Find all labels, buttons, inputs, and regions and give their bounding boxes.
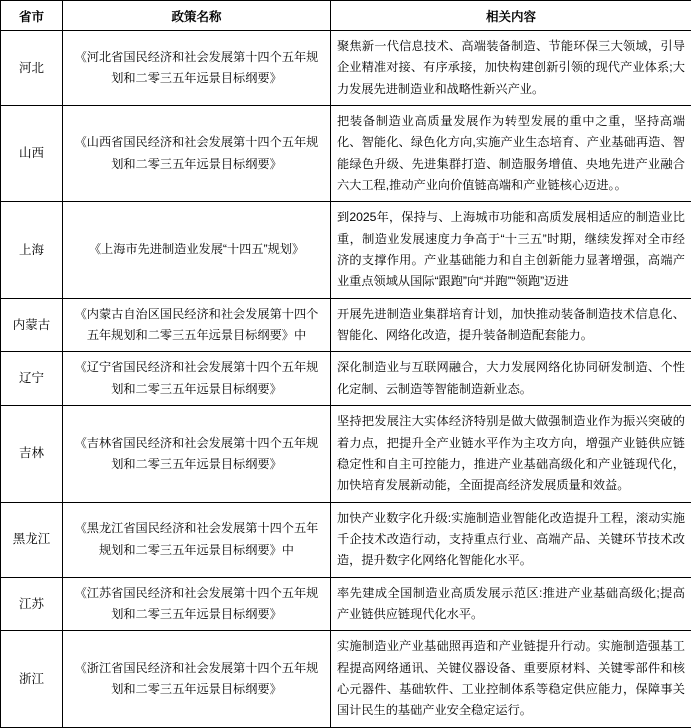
cell-content: 加快产业数字化升级:实施制造业智能化改造提升工程，滚动实施千企技术改造行动，支持重点行业、高端产品、关键环节技术改造，提升数字化网络化智能化水平。 [331,502,691,577]
cell-policy-name: 《河北省国民经济和社会发展第十四个五年规划和二零三五年远景目标纲要》 [63,31,331,106]
table-row [1,202,691,298]
cell-content: 开展先进制造业集群培育计划，加快推动装备制造技术信息化、智能化、网络化改造，提升装备制造配套能力。 [331,298,691,352]
cell-policy-name: 《内蒙古自治区国民经济和社会发展第十四个五年规划和二零三五年远景目标纲要》中 [63,298,331,352]
cell-province: 内蒙古 [1,298,63,352]
cell-content: 率先建成全国制造业高质发展示范区:推进产业基础高级化;提高产业链供应链现代化水平。 [331,577,691,631]
cell-content: 到2025年，保持与、上海城市功能和高质发展相适应的制造业比重，制造业发展速度力争高于“十三五”时期，继续发挥对全市经济的支撑作用。产业基础能力和自主创新能力显著增强，高端产业重点领域从国际“跟跑”向“并跑”“领跑”迈进 [331,202,691,298]
cell-province: 河北 [1,31,63,106]
table-header-row [1,1,691,31]
column-header-policy-name: 政策名称 [63,1,331,31]
table-header [1,1,691,31]
table-row [1,577,691,631]
cell-province: 辽宁 [1,352,63,406]
cell-province: 黑龙江 [1,502,63,577]
cell-content: 聚焦新一代信息技术、高端装备制造、节能环保三大领域，引导企业精准对接、有序承接，加快构建创新引领的现代产业体系;大力发展先进制造业和战略性新兴产业。 [331,31,691,106]
cell-policy-name: 《辽宁省国民经济和社会发展第十四个五年规划和二零三五年远景目标纲要》 [63,352,331,406]
cell-policy-name: 《江苏省国民经济和社会发展第十四个五年规划和二零三五年远景目标纲要》 [63,577,331,631]
cell-policy-name: 《黑龙江省国民经济和社会发展第十四个五年规划和二零三五年远景目标纲要》中 [63,502,331,577]
cell-province: 山西 [1,106,63,202]
cell-content: 把装备制造业高质量发展作为转型发展的重中之重，坚持高端化、智能化、绿色化方向,实施产业生态培育、产业基础再造、智能绿色升级、先进集群打造、制造服务增值、央地先进产业融合六大工程,推动产业向价值链高端和产业链核心迈进。。 [331,106,691,202]
table-row [1,502,691,577]
cell-policy-name: 《吉林省国民经济和社会发展第十四个五年规划和二零三五年远景目标纲要》 [63,406,331,502]
table-body [1,31,691,728]
table-row [1,31,691,106]
table-row [1,352,691,406]
cell-province: 吉林 [1,406,63,502]
column-header-content: 相关内容 [331,1,691,31]
cell-content: 坚持把发展注大实体经济特别是做大做强制造业作为振兴突破的着力点，把提升全产业链水平作为主攻方向，增强产业链供应链稳定性和自主可控能力，推进产业基础高级化和产业链现代化，加快培育发展新动能，全面提高经济发展质量和效益。 [331,406,691,502]
cell-province: 上海 [1,202,63,298]
cell-content: 实施制造业产业基础照再造和产业链提升行动。实施制造强基工程提高网络通讯、关键仪器设备、重要原材料、关键零部件和核心元器件、基础软件、工业控制体系等稳定供应能力，保障事关国计民生的基础产业安全稳定运行。 [331,631,691,727]
cell-province: 江苏 [1,577,63,631]
table-row [1,298,691,352]
table-row [1,106,691,202]
cell-content: 深化制造业与互联网融合，大力发展网络化协同研发制造、个性化定制、云制造等智能制造新业态。 [331,352,691,406]
cell-policy-name: 《上海市先进制造业发展“十四五”规划》 [63,202,331,298]
column-header-province: 省市 [1,1,63,31]
table-row [1,406,691,502]
cell-policy-name: 《浙江省国民经济和社会发展第十四个五年规划和二零三五年远景目标纲要》 [63,631,331,727]
cell-policy-name: 《山西省国民经济和社会发展第十四个五年规划和二零三五年远景目标纲要》 [63,106,331,202]
table-row [1,631,691,727]
cell-province: 浙江 [1,631,63,727]
